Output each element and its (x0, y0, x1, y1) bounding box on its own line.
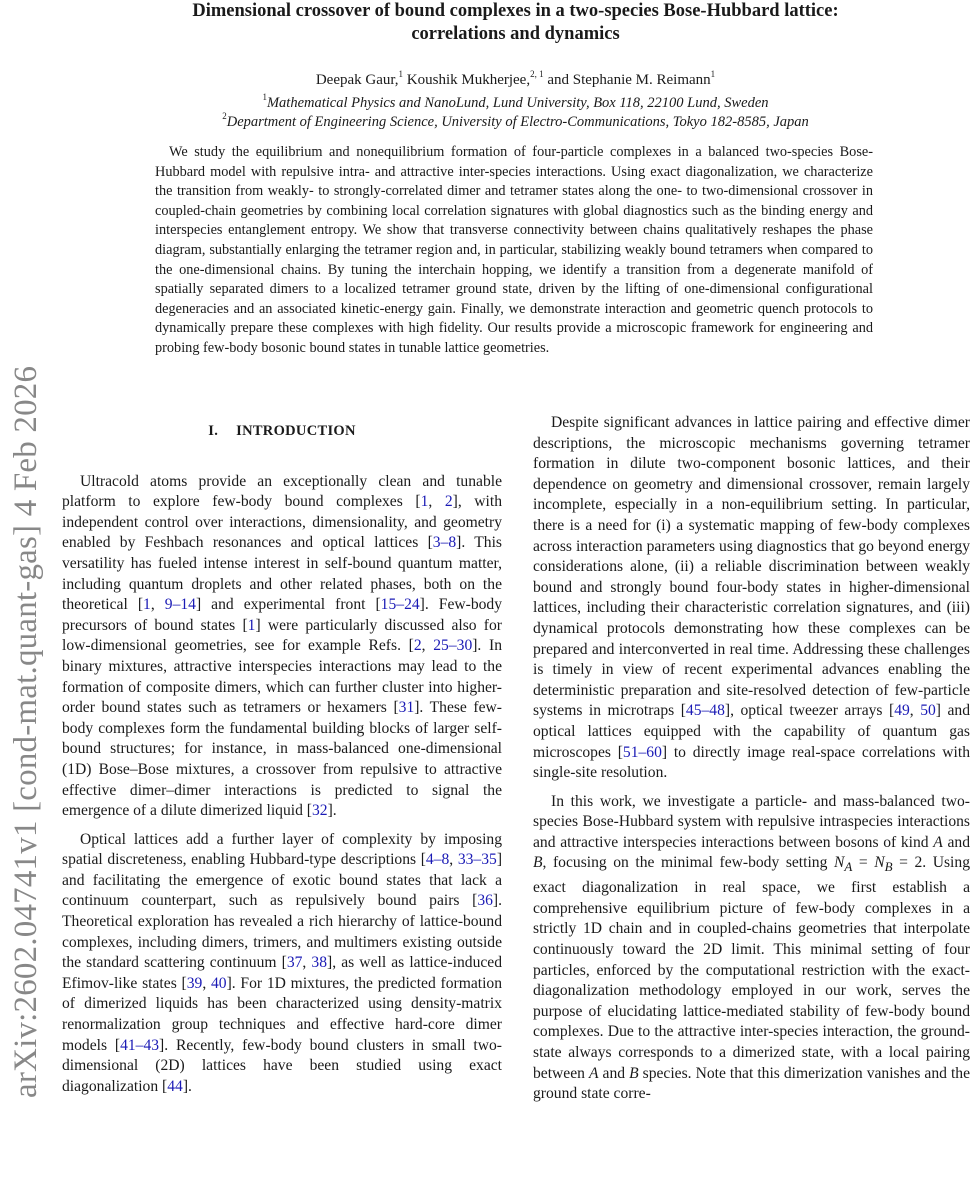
paragraph (62, 830, 502, 1098)
text-run: Despite significant advances in lattice pairing and effective dimer descriptions, the microscopic mechanisms governing tetramer formation in dilute two-component bosonic lattices, and their dependence on geometry and dimensional crossover, remain largely incomplete, especially in a non-equilibrium setting. In particular, there is a need for (i) a systematic mapping of few-body complexes across interaction parameters using diagnostics that go beyond energy considerations alone, (ii) a reliable discrimination between weakly bound and strongly bound four-body states in higher-dimensional lattices, including their characteristic correlation signatures, and (iii) dynamical protocols demonstrating how these complexes can be prepared and interconverted in real time. Addressing these challenges is timely in view of recent experimental advances enabling the deterministic preparation and site-resolved detection of few-particle systems in microtraps [ (533, 414, 970, 720)
citation-link[interactable]: 32 (311, 802, 328, 820)
citation-link[interactable]: 36 (477, 892, 493, 910)
text-run: , (302, 954, 312, 972)
citation-link[interactable]: 4–8 (425, 851, 450, 869)
citation-link[interactable]: 45–48 (685, 702, 725, 720)
section-number: I. (208, 423, 219, 439)
citation-link[interactable]: 2 (444, 493, 453, 511)
text-run: , (150, 596, 165, 614)
text-run: ]. Theoretical exploration has revealed a rich hierarchy of lattice-bound complexes, including dimers, trimers, and multimers existing outside the standard scattering continuum [ (62, 892, 502, 972)
paragraph (62, 472, 502, 822)
title-line-2: correlations and dynamics (411, 24, 620, 44)
text-run: ] and optical lattices equipped with the capability of quantum gas microscopes [ (533, 702, 970, 761)
math-symbol: B (533, 854, 543, 872)
text-run: species. Note that this dimerization vanishes and the ground state corre- (533, 1064, 971, 1103)
author-list (60, 69, 971, 89)
citation-link[interactable]: 15–24 (380, 596, 420, 614)
text-run: , (909, 702, 921, 720)
affiliation-text: Department of Engineering Science, University of Electro-Communications, Tokyo 182-8585, Japan (226, 114, 809, 130)
text-run: ], with independent control over interactions, dimensionality, and geometry enabled by Feshbach resonances and optical lattices [ (62, 493, 502, 552)
citation-link[interactable]: 2 (413, 637, 422, 655)
citation-link[interactable]: 33–35 (457, 851, 497, 869)
citation-link[interactable]: 38 (311, 954, 328, 972)
text-run: ]. In binary mixtures, attractive interspecies interactions may lead to the formation of composite dimers, which can further cluster into higher-order bound states such as tetramers or hexamers [ (62, 637, 503, 717)
text-run: ] to directly image real-space correlations with single-site resolution. (533, 743, 970, 782)
text-run: ]. (327, 802, 337, 820)
text-run: ]. These few-body complexes form the fundamental building blocks of larger self-bound structures; for instance, in mass-balanced one-dimensional (1D) Bose–Bose mixtures, a crossover from repulsive to attractive effective dimer–dimer interactions is predicted to signal the emergence of a dilute dimerized liquid [ (62, 699, 502, 820)
text-run: and (598, 1064, 630, 1082)
text-run: , focusing on the minimal few-body setting (542, 854, 834, 872)
author-name: Koushik Mukherjee, (406, 72, 531, 88)
right-column (533, 413, 970, 1105)
math-symbol: N (833, 854, 845, 872)
math-subscript: A (844, 859, 853, 875)
citation-link[interactable]: 41–43 (120, 1036, 160, 1054)
text-run: ], as well as lattice-induced Efimov-like states [ (62, 954, 503, 992)
text-run: ], optical tweezer arrays [ (724, 702, 895, 720)
author-affiliation-mark: 2, 1 (530, 69, 544, 79)
text-run: . Using exact diagonalization in real space, we first establish a comprehensive equilibrium picture of few-body complexes in a strictly 1D chain and in coupled-chains geometries that interpolate continuously toward the 2D limit. This minimal setting of four particles, enforced by the computational restriction with the exact-diagonalization methodology employed in our work, serves the purpose of elucidating lattice-mediated stability of few-body bound complexes. Due to the attractive inter-species interaction, the ground-state always corresponds to a dimerized state, with a local pairing between (533, 854, 970, 1082)
author-affiliation-mark: 1 (710, 69, 716, 79)
affiliation-2 (60, 111, 971, 131)
text-run: and (942, 833, 971, 851)
text-run: , (202, 974, 211, 992)
math-symbol: A (588, 1064, 599, 1082)
affiliation-number: 2 (222, 111, 227, 121)
arxiv-identifier-stamp: arXiv:2602.04741v1 [cond-mat.quant-gas] 4 Feb 2026 (8, 365, 44, 1098)
section-heading (62, 421, 502, 442)
left-column (62, 421, 502, 1097)
affiliation-number: 1 (262, 92, 267, 102)
citation-link[interactable]: 51–60 (622, 743, 662, 761)
math-symbol: B (629, 1064, 639, 1082)
citation-link[interactable]: 37 (286, 954, 303, 972)
citation-link[interactable]: 44 (167, 1077, 183, 1095)
paragraph (533, 413, 970, 784)
abstract: We study the equilibrium and nonequilibrium formation of four-particle complexes in a balanced two-species Bose-Hubbard model with repulsive intra- and attractive inter-species interactions. Using exact diagonalization, we characterize the transition from weakly- to strongly-correlated dimer and tetramer states along the one- to two-dimensional crossover in coupled-chain geometries by combining local correlation signatures with global diagnostics such as the binding energy and interspecies entanglement entropy. We show that transverse connectivity between chains qualitatively reshapes the phase diagram, substantially enlarging the tetramer region and, in particular, stabilizing weakly bound tetramers when compared to the one-dimensional chains. By tuning the interchain hopping, we identify a transition from a degenerate manifold of spatially separated dimers to a localized tetramer ground state, driven by the lifting of one-dimensional configurational degeneracies and an associated kinetic-energy gain. Finally, we demonstrate interaction and geometric quench protocols to dynamically prepare these complexes with high fidelity. Our results provide a microscopic framework for engineering and probing few-body bosonic bound states in tunable lattice geometries. (155, 144, 873, 356)
author-name: and Stephanie M. Reimann (547, 72, 711, 88)
author-affiliation-mark: 1 (398, 69, 404, 79)
text-run: In this work, we investigate a particle- and mass-balanced two-species Bose-Hubbard system with repulsive intraspecies interactions and attractive interspecies interactions between bosons of kind (533, 792, 970, 851)
text-run: ] were particularly discussed also for low-dimensional geometries, see for example Refs. [ (62, 616, 502, 655)
paragraph (533, 792, 970, 1105)
text-run: ]. Few-body precursors of bound states [ (62, 596, 503, 634)
math-operator: = 2 (892, 854, 923, 872)
text-run: , (428, 493, 445, 511)
text-run: ]. (182, 1077, 192, 1095)
math-subscript: B (884, 859, 893, 875)
citation-link[interactable]: 1 (247, 616, 256, 634)
text-run: , (449, 851, 458, 869)
text-run: Optical lattices add a further layer of complexity by imposing spatial discreteness, enabling Hubbard-type descriptions [ (62, 830, 502, 869)
text-run: , (421, 637, 434, 655)
citation-link[interactable]: 9–14 (164, 596, 196, 614)
text-run: ]. Recently, few-body bound clusters in small two-dimensional (2D) lattices have been studied using exact diagonalization [ (62, 1036, 503, 1095)
citation-link[interactable]: 40 (210, 974, 227, 992)
text-run: [ (415, 493, 421, 511)
author-name: Deepak Gaur, (315, 72, 399, 88)
math-symbol: A (933, 833, 943, 851)
text-run: ] and experimental front [ (195, 596, 381, 614)
citation-link[interactable]: 3–8 (432, 534, 457, 552)
citation-link[interactable]: 50 (920, 702, 936, 720)
paper-title (60, 0, 971, 46)
citation-link[interactable]: 39 (186, 974, 203, 992)
text-run: ]. For 1D mixtures, the predicted formation of dimerized liquids has been characterized using density-matrix renormalization group techniques and effective hard-core dimer models [ (62, 974, 503, 1054)
section-title: INTRODUCTION (236, 423, 356, 439)
citation-link[interactable]: 25–30 (433, 637, 473, 655)
citation-link[interactable]: 49 (894, 702, 910, 720)
citation-link[interactable]: 1 (420, 493, 429, 511)
citation-link[interactable]: 31 (398, 699, 415, 717)
title-line-1: Dimensional crossover of bound complexes in a two-species Bose-Hubbard lattice: (192, 1, 839, 21)
affiliation-1 (60, 92, 971, 112)
math-operator: = (852, 854, 875, 872)
text-run: ]. This versatility has fueled intense interest in self-bound quantum matter, including quantum droplets and other related phases, both on the theoretical [ (62, 534, 502, 614)
text-run: Ultracold atoms provide an exceptionally clean and tunable platform to explore few-body bound complexes (62, 472, 502, 511)
text-run: ] and facilitating the emergence of exotic bound states that lack a continuum counterpart, such as repulsively bound pairs [ (62, 851, 503, 910)
citation-link[interactable]: 1 (143, 596, 151, 614)
math-symbol: N (874, 854, 885, 872)
affiliation-text: Mathematical Physics and NanoLund, Lund University, Box 118, 22100 Lund, Sweden (266, 95, 769, 111)
